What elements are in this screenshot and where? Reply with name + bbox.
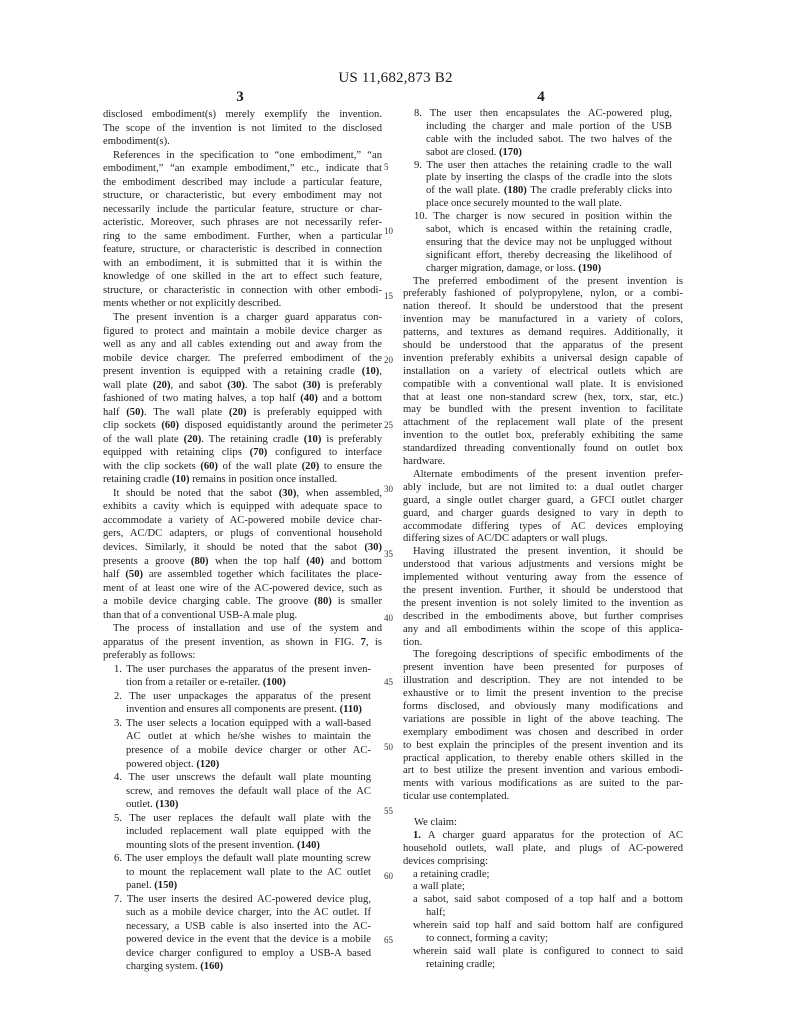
text-line: disclosed embodiment(s) merely exemplify the invention. (103, 109, 382, 120)
text-line: guard, and charger guards designed to vary in depth to (403, 507, 683, 519)
text-line: forms disclosed, and obviously many modifications and (403, 700, 683, 712)
text-line: than that of a conventional USB-A male plug. (103, 609, 298, 621)
text-line: devices comprising: (403, 855, 489, 867)
text-line: the present invention. Further, it should be understood that (403, 584, 683, 596)
text-line: The present invention is a charger guard apparatus con- (113, 311, 382, 323)
text-line: attachment of the replacement wall plate of the present (403, 417, 683, 429)
left-text-column (103, 108, 382, 974)
line-number: 50 (384, 741, 393, 752)
text-line: art to best utilize the present invention and various embodi- (403, 765, 683, 777)
text-line: structure, or characteristic, but every embodiment may not (103, 190, 382, 202)
text-line: ticular use contemplated. (403, 791, 510, 803)
line-number: 30 (384, 484, 393, 495)
text-line: that at least one non-standard screw (hex, torx, star, etc.) (403, 391, 683, 403)
text-line: panel. (150) (126, 880, 178, 892)
text-line: exhibits a cavity which is equipped with adequate space to (103, 501, 382, 513)
process-step (403, 211, 683, 275)
text-line: exemplary embodiment was chosen and described in order (403, 726, 683, 738)
text-line: the embodiment described may include a particular feature, (103, 176, 382, 188)
text-line: illustration and description. They are not intended to be (403, 675, 683, 687)
text-line: outlet. (130) (126, 799, 179, 811)
text-line: including the charger and male portion of the USB (426, 120, 672, 132)
text-line: ments with various modifications as are suited to the par- (403, 778, 683, 790)
text-line: It should be noted that the sabot (30), when assembled, (113, 487, 382, 499)
text-line: Having illustrated the present invention, it should be (413, 546, 683, 558)
text-line: to mount the replacement wall plate to the AC outlet (126, 866, 371, 878)
text-line: devices. Similarly, it should be noted that the sabot (30) (103, 542, 382, 553)
text-line: nation thereof. It should be understood that the present (403, 301, 683, 313)
patent-number: US 11,682,873 B2 (338, 70, 453, 86)
text-line: powered object. (120) (126, 758, 220, 770)
text-line: variations are possible in light of the above teaching. The (403, 713, 683, 725)
text-line: fashioned of two mating halves, a top half (40) and a bottom (103, 393, 382, 405)
text-line: ably include, but are not limited to: a dual outlet charger (403, 481, 683, 493)
text-line: with an embodiment, it is submitted that it is within the (103, 257, 382, 269)
text-line: wherein said top half and said bottom half are configured (413, 920, 683, 932)
text-line: significant effort, thereby decreasing the likelihood of (426, 249, 672, 261)
text-line: mounting slots of the present invention. (140) (126, 839, 320, 851)
text-line: AC outlet at which he/she wishes to maintain the (126, 731, 371, 743)
line-number: 35 (384, 548, 393, 559)
line-number: 65 (384, 935, 393, 946)
text-line: preferably fashioned of polypropylene, nylon, or a combi- (403, 288, 683, 300)
description-paragraphs (403, 276, 683, 805)
text-line: wall plate (20), and sabot (30). The sabot (30) is preferably (103, 379, 382, 391)
line-number: 60 (384, 870, 393, 881)
text-line: may be bundled with the present invention to facilitate (403, 404, 683, 416)
paragraph (103, 311, 382, 487)
text-line: the present invention is not solely limited to the invention as (403, 597, 683, 609)
text-line: device charger configured to employ a USB-A based (126, 947, 371, 959)
text-line: figured to protect and maintain a mobile device charger as (103, 325, 382, 337)
column-number-right: 4 (537, 89, 545, 105)
text-line: 1. The user purchases the apparatus of the present inven- (114, 663, 371, 675)
line-number: 55 (384, 806, 393, 817)
text-line: charger migration, damage, or loss. (190) (426, 262, 602, 274)
text-line: preferably as follows: (103, 650, 196, 662)
text-line: a wall plate; (413, 881, 465, 893)
text-line: screw, and removes the default wall place of the AC (126, 785, 371, 797)
blank-line (403, 804, 683, 817)
text-line: present invention have been presented for purposes of (403, 662, 683, 674)
text-line: retaining cradle; (426, 958, 496, 970)
text-line: compatible with a conventional wall plate. It is envisioned (403, 378, 683, 390)
text-line: knowledge of one skilled in the art to effect such feature, (103, 271, 382, 283)
text-line: half (50). The wall plate (20) is preferably equipped with (103, 406, 382, 418)
text-line: installation on a variety of electrical outlets which are (403, 365, 683, 377)
claims-list (403, 830, 683, 972)
text-line: to connect, forming a cavity; (426, 933, 549, 944)
text-line: ment of at least one wire of the AC-powered device, such as (103, 582, 382, 594)
text-line: 1. A charger guard apparatus for the protection of AC (413, 829, 683, 841)
paragraph (103, 108, 382, 149)
text-line: exhaustive or to limit the present invention to the precise (403, 688, 683, 700)
text-line: feature, structure, or characteristic is described in connection (103, 244, 382, 256)
text-line: ments whether or not explicitly described. (103, 298, 282, 310)
text-line: charging system. (160) (126, 961, 224, 973)
text-line: 7. The user inserts the desired AC-powered device plug, (114, 893, 371, 905)
text-line: cable with the included sabot. The two halves of the (426, 133, 672, 145)
text-line: patterns, and textures as demand requires. Additionally, it (403, 327, 683, 339)
text-line: hardware. (403, 456, 446, 468)
text-line: The scope of the invention is not limited to the disclosed (103, 122, 382, 134)
text-line: References in the specification to “one embodiment,” “an (113, 149, 382, 161)
column-number-left: 3 (236, 89, 244, 105)
process-step (103, 893, 382, 974)
text-line: of the wall plate. (180) The cradle preferably clicks into (426, 185, 673, 197)
text-line: wherein said wall plate is configured to connect to said (413, 945, 683, 957)
process-step (103, 852, 382, 893)
text-line: presence of a mobile device charger or other AC- (126, 744, 371, 756)
process-step (103, 690, 382, 717)
text-line: ensuring that the device may not be unplugged without (426, 236, 672, 248)
process-step (403, 160, 683, 212)
text-line: sabot are closed. (170) (426, 146, 522, 158)
claim-element (403, 881, 683, 894)
text-line: 9. The user then attaches the retaining cradle to the wall (414, 159, 672, 171)
text-line: embodiment(s). (103, 136, 170, 148)
text-line: equipped with retaining clips (70) configured to interface (103, 447, 383, 459)
text-line: any and all embodiments within the scope of this applica- (403, 623, 683, 635)
text-line: 3. The user selects a location equipped with a wall-based (114, 717, 371, 729)
text-line: understood that various adjustments and versions might be (403, 559, 683, 571)
text-line: a sabot, said sabot composed of a top half and a bottom (413, 894, 683, 906)
text-line: 4. The user unscrews the default wall plate mounting (114, 772, 371, 784)
text-line: 10. The charger is now secured in position within the (414, 211, 672, 223)
text-line: structure, or characteristic in connection with other embodi- (103, 284, 382, 296)
installation-steps (103, 663, 382, 974)
paragraph (103, 622, 382, 663)
text-line: accommodate differing types of AC devices employing (403, 520, 683, 532)
text-line: plate by inserting the clasps of the cradle into the slots (426, 172, 672, 184)
text-line: The preferred embodiment of the present invention is (413, 275, 683, 287)
text-line: The process of installation and use of the system and (113, 623, 382, 635)
paragraph (403, 649, 683, 804)
text-line: invention and ensures all components are present. (110) (126, 704, 362, 716)
claim-element (403, 869, 683, 882)
text-line: The foregoing descriptions of specific embodiments of the (413, 649, 683, 661)
text-line: differing sizes of AC/DC adapters or wall plugs. (403, 533, 608, 545)
text-line: powered device in the event that the device is a mobile (126, 934, 371, 946)
text-line: tion. (403, 636, 423, 648)
installation-steps (403, 108, 683, 276)
text-line: Alternate embodiments of the present invention prefer- (413, 468, 683, 480)
text-line: included replacement wall plate equipped with the (126, 826, 371, 838)
text-line: invention may be manufactured in a variety of colors, (403, 314, 683, 326)
text-line: 5. The user replaces the default wall plate with the (114, 812, 371, 824)
text-line: embodiment,” “an example embodiment,” etc., indicate that (103, 163, 382, 175)
text-line: invention preferably exhibits a universal design capable of (403, 352, 683, 364)
line-number: 40 (384, 612, 393, 623)
text-line: tion from a retailer or e-retailer. (100) (126, 677, 286, 689)
process-step (103, 812, 382, 853)
line-number: 15 (384, 290, 393, 301)
paragraph (103, 487, 382, 622)
claim-element (403, 894, 683, 920)
text-line: to best explain the principles of the present invention and its (403, 739, 683, 751)
text-line: present invention is equipped with a retaining cradle (10), (103, 366, 382, 378)
text-line: household outlets, wall plate, and plugs of AC-powered (403, 842, 683, 854)
text-line: retaining cradle (10) remains in position once installed. (103, 474, 338, 486)
text-line: 8. The user then encapsulates the AC-powered plug, (414, 108, 672, 119)
text-line: invention to the outlet box, preferably exhibiting the same (403, 430, 683, 442)
text-line: such as a mobile device charger, into the AC outlet. If (126, 907, 371, 919)
text-line: well as any and all cables extending out and away from the (103, 339, 382, 351)
line-number: 45 (384, 677, 393, 688)
process-step (103, 663, 382, 690)
text-line: mobile device charger. The preferred embodiment of the (103, 352, 382, 364)
line-number: 20 (384, 355, 393, 366)
text-line: apparatus of the present invention, as shown in FIG. 7, is (103, 636, 382, 648)
line-number: 25 (384, 419, 393, 430)
text-line: acteristic. Moreover, such phrases are not necessarily refer- (103, 217, 382, 229)
description-paragraphs (103, 108, 382, 663)
paragraph (403, 276, 683, 469)
text-line: 2. The user unpackages the apparatus of the present (114, 690, 371, 702)
text-line: place once securely mounted to the wall plate. (426, 198, 622, 210)
text-line: necessary, a USB cable is also inserted into the AC- (126, 920, 371, 932)
process-step (103, 717, 382, 771)
text-line: half (50) are assembled together which facilitates the place- (103, 569, 382, 581)
text-line: practical application, to thereby enable others skilled in the (403, 752, 683, 764)
text-line: clip sockets (60) disposed equidistantly around the perimeter (103, 420, 383, 432)
text-line: sabot, which is encased within the retaining cradle, (426, 224, 672, 236)
text-line: guard, a single outlet charger guard, a GFCI outlet charger (403, 494, 683, 506)
right-text-column (403, 108, 683, 972)
text-line: standardized threading conventionally found on outlet box (403, 443, 683, 455)
text-line: a retaining cradle; (413, 868, 490, 880)
text-line: accommodate a variety of AC-powered mobile device char- (103, 514, 382, 526)
paragraph (403, 546, 683, 649)
line-number: 5 (384, 162, 389, 172)
paragraph (103, 149, 382, 311)
claim (403, 830, 683, 972)
text-line: a mobile device charging cable. The groove (80) is smaller (103, 596, 383, 608)
text-line: ring to the same embodiment. Further, when a particular (103, 230, 382, 242)
claim-element (403, 946, 683, 972)
claims-heading: We claim: (414, 816, 457, 828)
claim-element (403, 920, 683, 946)
text-line: gers, AC/DC adapters, or plugs of conventional household (103, 528, 382, 540)
text-line: implemented without venturing away from the essence of (403, 572, 683, 584)
process-step (103, 771, 382, 812)
text-line: necessarily include the particular feature, structure or char- (103, 203, 382, 215)
text-line: of the wall plate (20). The retaining cradle (10) is preferably (103, 433, 382, 445)
text-line: presents a groove (80) when the top half (40) and bottom (103, 555, 382, 567)
text-line: should be understood that the apparatus of the present (403, 340, 683, 352)
text-line: described in the embodiments above, but further comprises (403, 610, 683, 622)
text-line: with the clip sockets (60) of the wall plate (20) to ensure the (103, 460, 382, 472)
text-line: 6. The user employs the default wall plate mounting screw (114, 853, 371, 865)
process-step (403, 108, 683, 160)
claim-preamble (403, 830, 683, 869)
paragraph (403, 469, 683, 546)
line-number: 10 (384, 226, 393, 237)
text-line: half; (426, 907, 446, 919)
